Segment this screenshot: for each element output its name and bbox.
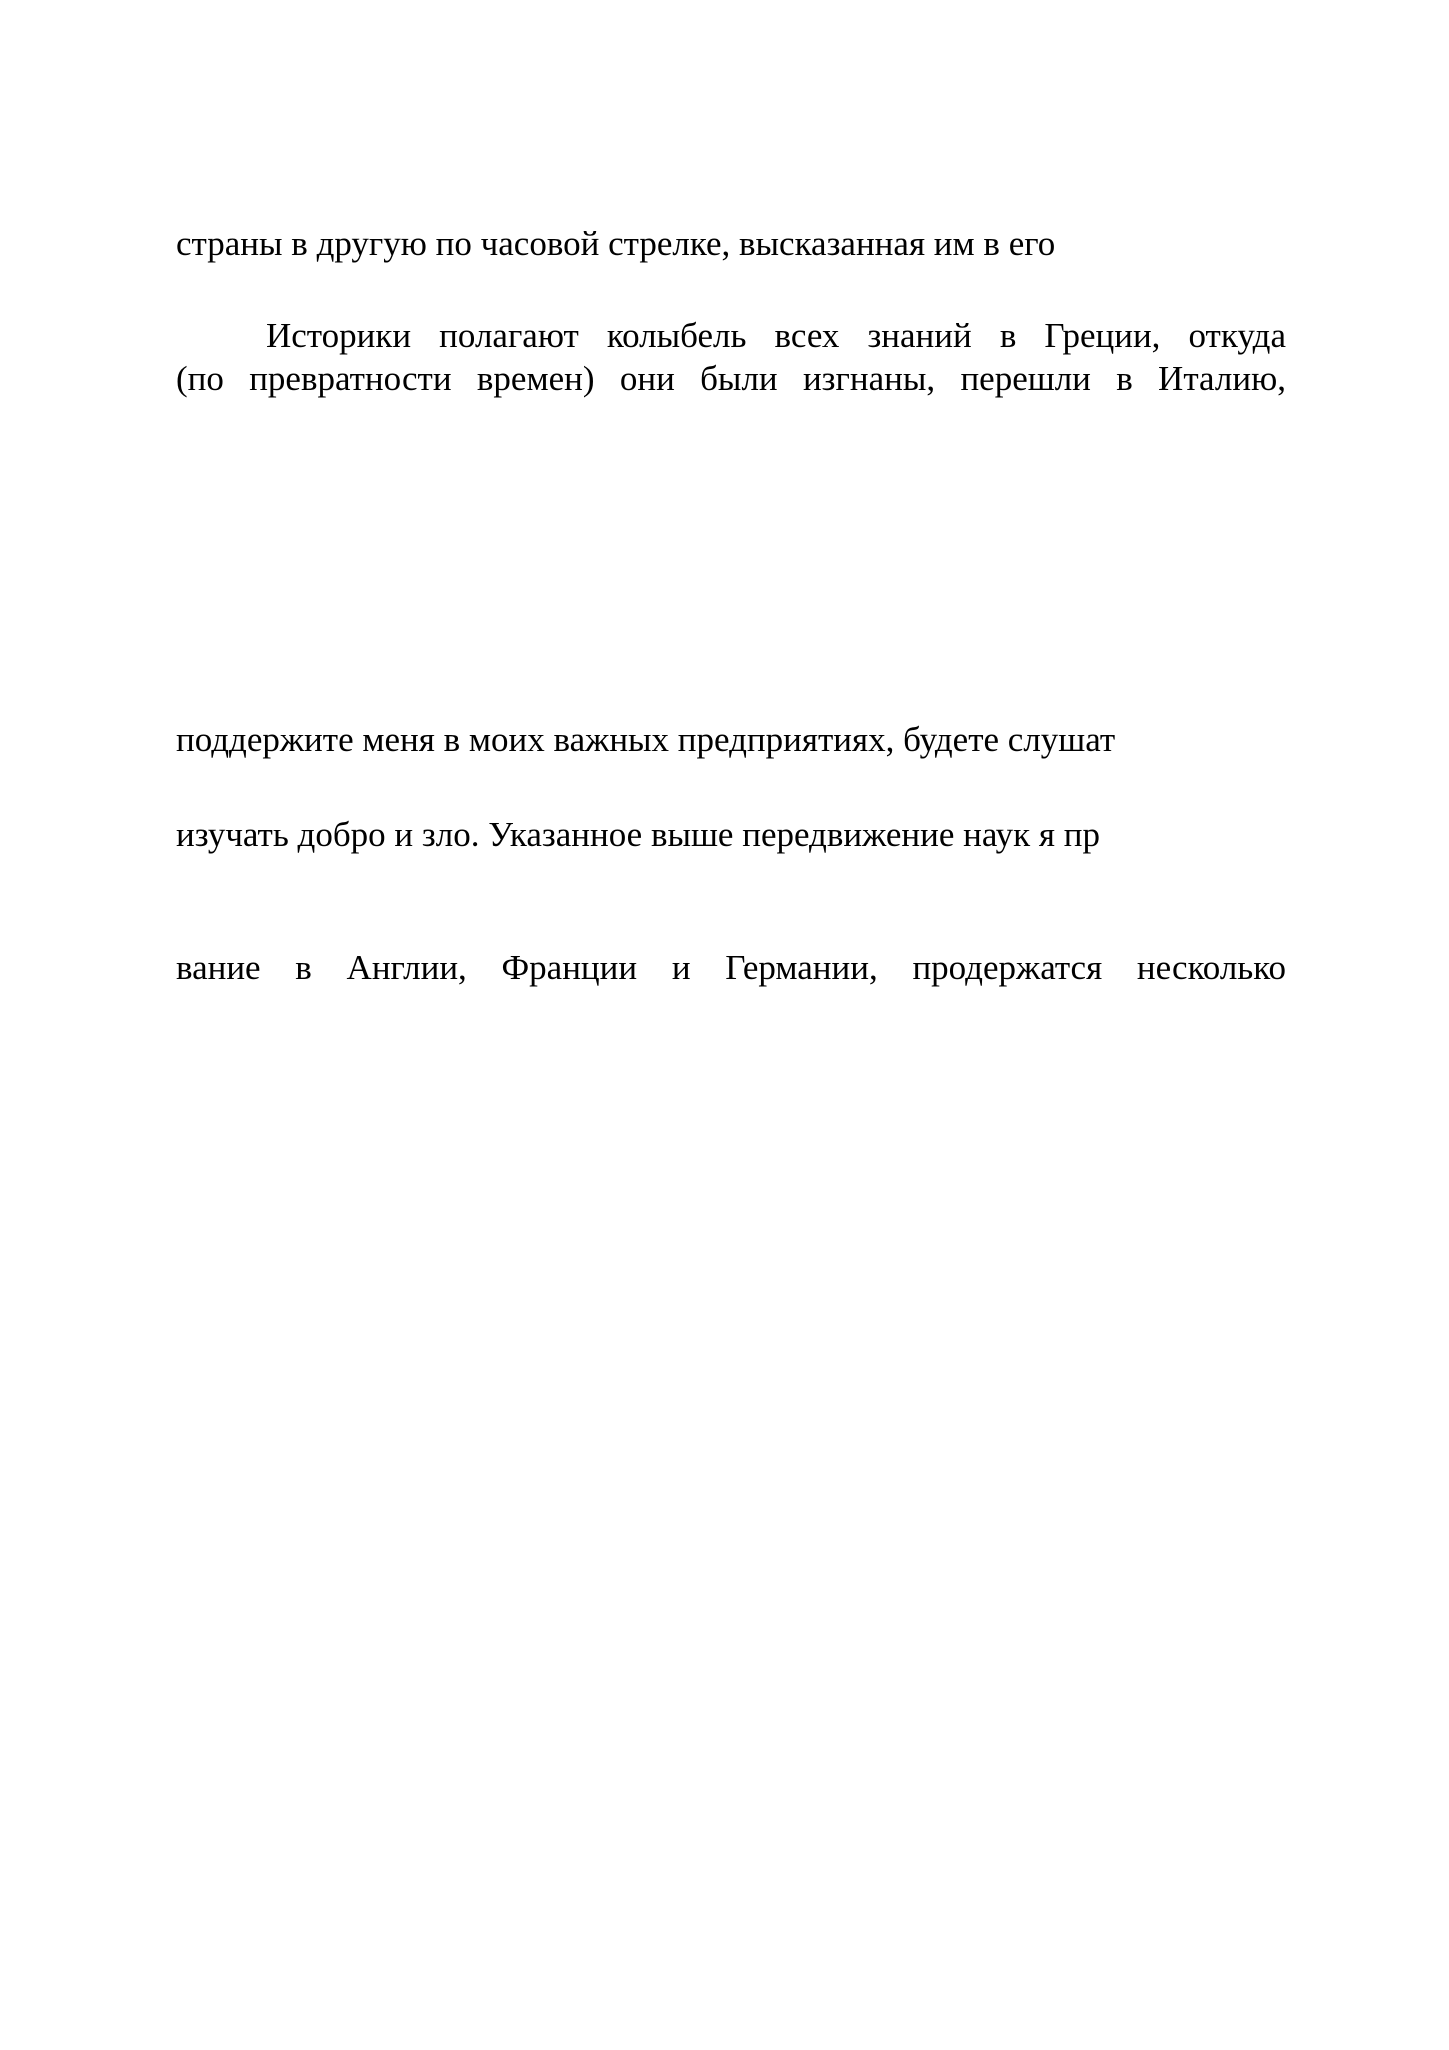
text-line-6: вание в Англии, Франции и Германии, продержатся несколько (176, 948, 1286, 987)
text-line-4: поддержите меня в моих важных предприятиях, будете слушат (176, 720, 1116, 759)
text-line-5: изучать добро и зло. Указанное выше передвижение наук я пр (176, 815, 1100, 854)
text-line-3: (по превратности времен) они были изгнаны, перешли в Италию, (176, 359, 1286, 398)
text-line-1: страны в другую по часовой стрелке, высказанная им в его (176, 224, 1056, 263)
text-line-2: Историки полагают колыбель всех знаний в Греции, откуда (266, 316, 1286, 355)
